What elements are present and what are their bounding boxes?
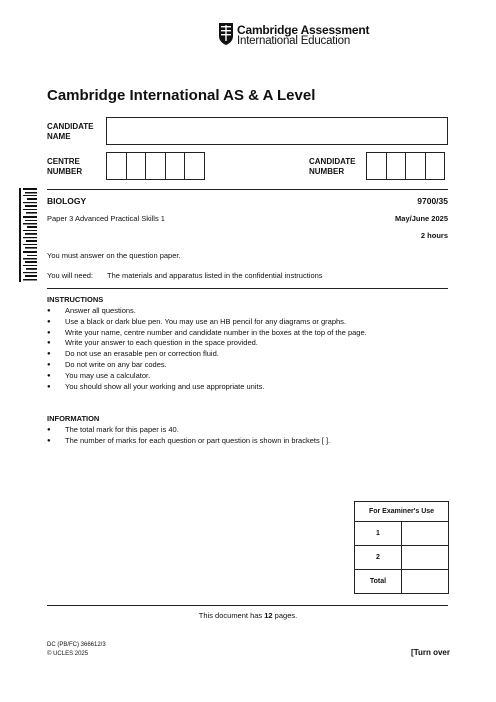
list-item: ● Write your answer to each question in the space provided. (47, 338, 367, 349)
examiner-row-label: 2 (355, 546, 402, 570)
duration: 2 hours (420, 231, 448, 240)
exam-session: May/June 2025 (395, 214, 448, 223)
page-count: 12 (264, 611, 273, 620)
divider (47, 288, 448, 289)
barcode (19, 188, 37, 282)
need-text: The materials and apparatus listed in the confidential instructions (107, 271, 323, 280)
label-line: NUMBER (309, 167, 345, 176)
answer-note: You must answer on the question paper. (47, 251, 181, 260)
need-label: You will need: (47, 271, 94, 280)
page-count-prefix: This document has (198, 611, 265, 620)
candidate-number-label (309, 157, 356, 177)
list-item: ● You should show all your working and use appropriate units. (47, 382, 367, 393)
digit-box[interactable] (386, 152, 407, 180)
divider (47, 605, 448, 606)
digit-box[interactable] (145, 152, 166, 180)
centre-number-field[interactable] (106, 152, 205, 180)
list-item: ● Do not write on any bar codes. (47, 360, 367, 371)
examiner-row-label: Total (355, 570, 402, 594)
digit-box[interactable] (425, 152, 446, 180)
examiner-use-table (354, 501, 449, 594)
list-item: ● Write your name, centre number and candidate number in the boxes at the top of the page. (47, 328, 367, 339)
digit-box[interactable] (165, 152, 186, 180)
list-item: ● The number of marks for each question or part question is shown in brackets [ ]. (47, 436, 330, 447)
information-heading: INFORMATION (47, 414, 100, 423)
label-line: NUMBER (47, 167, 83, 176)
cambridge-logo (218, 22, 388, 48)
crest-icon (218, 22, 234, 46)
centre-number-label (47, 157, 82, 177)
divider (47, 189, 448, 190)
logo-line-1: Cambridge Assessment (237, 23, 370, 37)
list-item: ● Do not use an erasable pen or correction fluid. (47, 349, 367, 360)
instructions-list (47, 306, 367, 392)
component-code: 9700/35 (417, 196, 448, 206)
mark-cell[interactable] (402, 522, 449, 546)
list-item: ● You may use a calculator. (47, 371, 367, 382)
logo-line-2: International Education (237, 35, 351, 47)
list-item: ● The total mark for this paper is 40. (47, 425, 330, 436)
mark-cell[interactable] (402, 570, 449, 594)
candidate-name-label (47, 122, 94, 142)
digit-box[interactable] (106, 152, 127, 180)
candidate-name-field[interactable] (106, 117, 448, 145)
digit-box[interactable] (366, 152, 387, 180)
copyright: © UCLES 2025 (47, 651, 89, 657)
page-title: Cambridge International AS & A Level (47, 87, 316, 104)
examiner-table-heading: For Examiner's Use (355, 502, 449, 522)
instructions-heading: INSTRUCTIONS (47, 295, 104, 304)
paper-title: Paper 3 Advanced Practical Skills 1 (47, 214, 165, 223)
information-list (47, 425, 330, 447)
examiner-row-label: 1 (355, 522, 402, 546)
page-count-suffix: pages. (272, 611, 298, 620)
label-line: CANDIDATE (47, 122, 94, 131)
turn-over: [Turn over (411, 648, 450, 657)
list-item: ● Answer all questions. (47, 306, 367, 317)
digit-box[interactable] (405, 152, 426, 180)
label-line: NAME (47, 132, 71, 141)
document-reference (47, 641, 106, 659)
label-line: CANDIDATE (309, 157, 356, 166)
candidate-number-field[interactable] (366, 152, 445, 180)
reference-code: DC (PB/FC) 366612/3 (47, 642, 106, 648)
list-item: ● Use a black or dark blue pen. You may use an HB pencil for any diagrams or graphs. (47, 317, 367, 328)
label-line: CENTRE (47, 157, 80, 166)
subject-name: BIOLOGY (47, 196, 87, 206)
digit-box[interactable] (126, 152, 147, 180)
mark-cell[interactable] (402, 546, 449, 570)
page-count-note (0, 611, 496, 620)
digit-box[interactable] (184, 152, 205, 180)
